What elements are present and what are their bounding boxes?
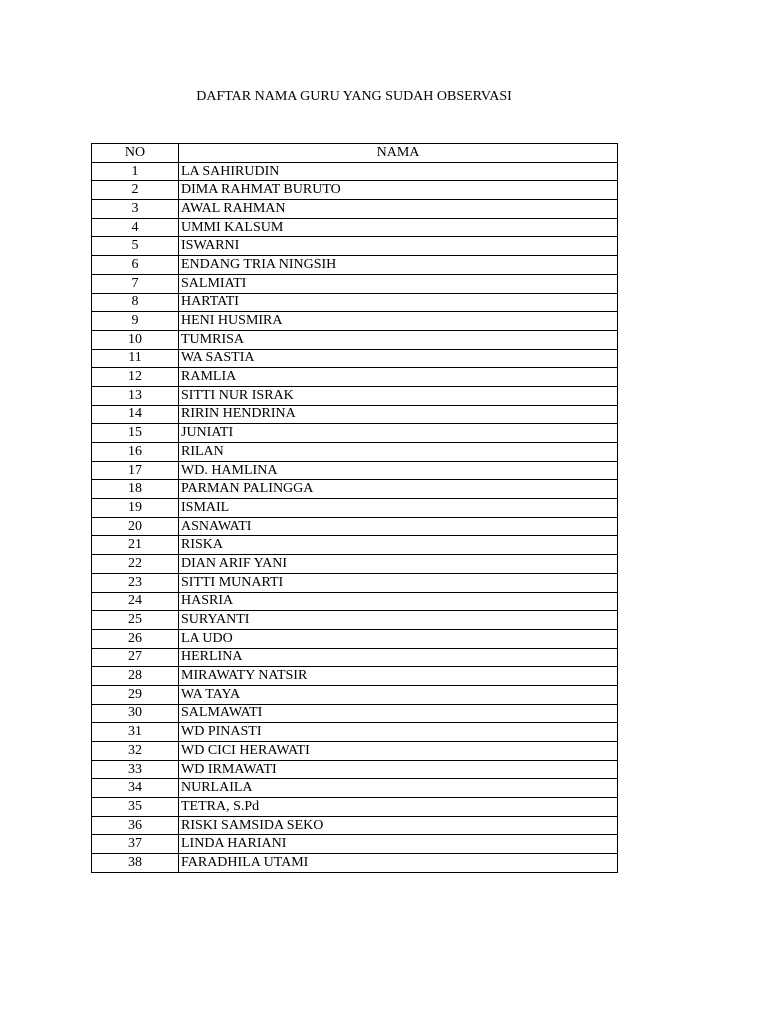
row-number: 14 xyxy=(92,405,179,424)
table-row xyxy=(92,629,618,648)
row-number: 1 xyxy=(92,162,179,181)
column-header-name: NAMA xyxy=(179,144,618,163)
row-number: 13 xyxy=(92,386,179,405)
table-row xyxy=(92,779,618,798)
row-number: 23 xyxy=(92,573,179,592)
table-row xyxy=(92,480,618,499)
teacher-name: LA UDO xyxy=(179,629,618,648)
table-row xyxy=(92,386,618,405)
row-number: 6 xyxy=(92,256,179,275)
row-number: 7 xyxy=(92,274,179,293)
table-row xyxy=(92,573,618,592)
table-row xyxy=(92,648,618,667)
teacher-name: SURYANTI xyxy=(179,611,618,630)
table-row xyxy=(92,368,618,387)
table-row xyxy=(92,704,618,723)
column-header-no: NO xyxy=(92,144,179,163)
row-number: 37 xyxy=(92,835,179,854)
row-number: 10 xyxy=(92,330,179,349)
table-row xyxy=(92,349,618,368)
row-number: 35 xyxy=(92,798,179,817)
teacher-name: SALMIATI xyxy=(179,274,618,293)
table-row xyxy=(92,723,618,742)
row-number: 5 xyxy=(92,237,179,256)
row-number: 17 xyxy=(92,461,179,480)
teacher-name: FARADHILA UTAMI xyxy=(179,854,618,873)
teacher-table xyxy=(91,143,618,873)
row-number: 30 xyxy=(92,704,179,723)
teacher-name: LINDA HARIANI xyxy=(179,835,618,854)
row-number: 15 xyxy=(92,424,179,443)
table-row xyxy=(92,611,618,630)
row-number: 11 xyxy=(92,349,179,368)
teacher-name: JUNIATI xyxy=(179,424,618,443)
table-row xyxy=(92,835,618,854)
teacher-name: DIAN ARIF YANI xyxy=(179,555,618,574)
teacher-name: ISMAIL xyxy=(179,499,618,518)
table-row xyxy=(92,200,618,219)
row-number: 22 xyxy=(92,555,179,574)
table-row xyxy=(92,162,618,181)
row-number: 32 xyxy=(92,742,179,761)
row-number: 25 xyxy=(92,611,179,630)
teacher-name: RILAN xyxy=(179,443,618,462)
teacher-name: HERLINA xyxy=(179,648,618,667)
teacher-name: WD PINASTI xyxy=(179,723,618,742)
row-number: 2 xyxy=(92,181,179,200)
teacher-name: RISKI SAMSIDA SEKO xyxy=(179,816,618,835)
teacher-name: WA TAYA xyxy=(179,685,618,704)
table-row xyxy=(92,218,618,237)
table-body xyxy=(92,162,618,872)
table-row xyxy=(92,405,618,424)
teacher-name: MIRAWATY NATSIR xyxy=(179,667,618,686)
table-row xyxy=(92,443,618,462)
teacher-name: PARMAN PALINGGA xyxy=(179,480,618,499)
table-row xyxy=(92,274,618,293)
row-number: 31 xyxy=(92,723,179,742)
page-title: DAFTAR NAMA GURU YANG SUDAH OBSERVASI xyxy=(196,89,512,104)
teacher-name: SALMAWATI xyxy=(179,704,618,723)
row-number: 26 xyxy=(92,629,179,648)
table-row xyxy=(92,293,618,312)
teacher-name: SITTI MUNARTI xyxy=(179,573,618,592)
table-row xyxy=(92,424,618,443)
teacher-name: WD IRMAWATI xyxy=(179,760,618,779)
teacher-name: HASRIA xyxy=(179,592,618,611)
table-row xyxy=(92,555,618,574)
teacher-name: ISWARNI xyxy=(179,237,618,256)
teacher-name: UMMI KALSUM xyxy=(179,218,618,237)
row-number: 38 xyxy=(92,854,179,873)
teacher-name: RISKA xyxy=(179,536,618,555)
table-row xyxy=(92,517,618,536)
row-number: 29 xyxy=(92,685,179,704)
row-number: 33 xyxy=(92,760,179,779)
teacher-name: AWAL RAHMAN xyxy=(179,200,618,219)
row-number: 8 xyxy=(92,293,179,312)
table-row xyxy=(92,592,618,611)
table-row xyxy=(92,685,618,704)
teacher-name: LA SAHIRUDIN xyxy=(179,162,618,181)
row-number: 12 xyxy=(92,368,179,387)
teacher-name: RIRIN HENDRINA xyxy=(179,405,618,424)
row-number: 34 xyxy=(92,779,179,798)
table-row xyxy=(92,181,618,200)
teacher-name: TUMRISA xyxy=(179,330,618,349)
table-row xyxy=(92,499,618,518)
teacher-name: DIMA RAHMAT BURUTO xyxy=(179,181,618,200)
table-row xyxy=(92,760,618,779)
teacher-name: WD CICI HERAWATI xyxy=(179,742,618,761)
table-row xyxy=(92,536,618,555)
table-row xyxy=(92,742,618,761)
row-number: 20 xyxy=(92,517,179,536)
row-number: 4 xyxy=(92,218,179,237)
table-row xyxy=(92,461,618,480)
table-row xyxy=(92,312,618,331)
teacher-name: ASNAWATI xyxy=(179,517,618,536)
table-row xyxy=(92,667,618,686)
row-number: 28 xyxy=(92,667,179,686)
row-number: 24 xyxy=(92,592,179,611)
table-header-row xyxy=(92,144,618,163)
table-row xyxy=(92,854,618,873)
row-number: 21 xyxy=(92,536,179,555)
table-row xyxy=(92,256,618,275)
table-row xyxy=(92,237,618,256)
row-number: 9 xyxy=(92,312,179,331)
teacher-name: HARTATI xyxy=(179,293,618,312)
table-row xyxy=(92,798,618,817)
teacher-name: NURLAILA xyxy=(179,779,618,798)
teacher-name: SITTI NUR ISRAK xyxy=(179,386,618,405)
teacher-name: WD. HAMLINA xyxy=(179,461,618,480)
teacher-name: WA SASTIA xyxy=(179,349,618,368)
row-number: 16 xyxy=(92,443,179,462)
table-row xyxy=(92,330,618,349)
teacher-name: ENDANG TRIA NINGSIH xyxy=(179,256,618,275)
row-number: 36 xyxy=(92,816,179,835)
table-row xyxy=(92,816,618,835)
teacher-name: TETRA, S.Pd xyxy=(179,798,618,817)
teacher-name: HENI HUSMIRA xyxy=(179,312,618,331)
row-number: 19 xyxy=(92,499,179,518)
row-number: 27 xyxy=(92,648,179,667)
row-number: 3 xyxy=(92,200,179,219)
teacher-name: RAMLIA xyxy=(179,368,618,387)
row-number: 18 xyxy=(92,480,179,499)
